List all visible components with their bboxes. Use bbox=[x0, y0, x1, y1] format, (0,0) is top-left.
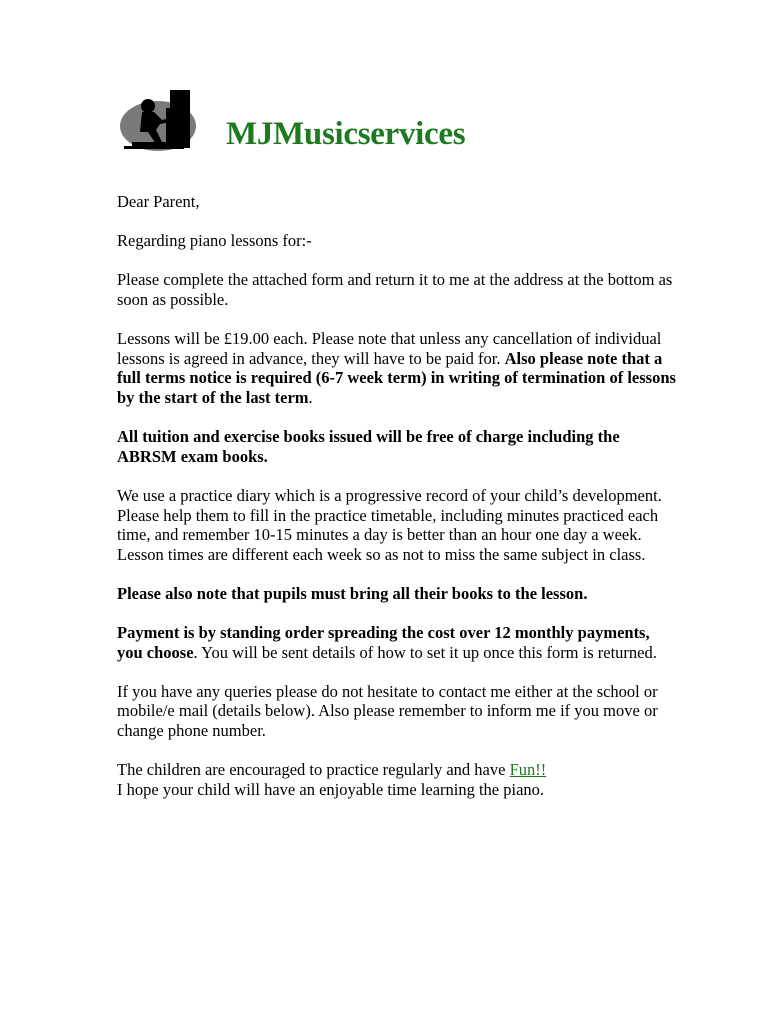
hope-paragraph: I hope your child will have an enjoyable time learning the piano. bbox=[117, 779, 545, 799]
books-paragraph bbox=[117, 427, 677, 466]
fee-paragraph bbox=[117, 329, 677, 407]
letter-body bbox=[117, 192, 677, 799]
salutation: Dear Parent, bbox=[117, 192, 200, 211]
payment-rest-text: . You will be sent details of how to set it up once this form is returned. bbox=[193, 642, 657, 662]
fun-link[interactable]: Fun!! bbox=[509, 760, 547, 780]
fee-text: Lessons will be £19.00 each. Please note that unless any cancellation of individual lessons is agreed in advance, they will have to be paid for. bbox=[117, 329, 662, 368]
notice-bold-text: Also please note that a full terms notice is required (6-7 week term) in writing of termination of lessons by the start of the last term bbox=[117, 348, 676, 407]
payment-bold-text: Payment is by standing order spreading the cost over 12 monthly payments, you choose bbox=[117, 623, 650, 662]
books-bold-text: All tuition and exercise books issued will be free of charge including the ABRSM exam books. bbox=[117, 427, 620, 466]
queries-paragraph: If you have any queries please do not hesitate to contact me either at the school or mobile/e mail (details below). Also please remember to inform me if you move or change phone number. bbox=[117, 681, 658, 741]
diary-paragraph: We use a practice diary which is a progressive record of your child’s development. Please help them to fill in the practice timetable, including minutes practiced each time, and remember 10-15 minutes a day is better than an hour one day a week. Lesson times are different each week so as not to miss the same subject in class. bbox=[117, 485, 662, 564]
pianist-silhouette-icon bbox=[118, 84, 198, 152]
bring-books-paragraph bbox=[117, 584, 677, 604]
practice-paragraph bbox=[117, 760, 677, 780]
bring-books-bold-text: Please also note that pupils must bring all their books to the lesson. bbox=[117, 583, 588, 603]
brand-title: MJMusicservices bbox=[226, 116, 466, 152]
form-paragraph: Please complete the attached form and return it to me at the address at the bottom as soon as possible. bbox=[117, 270, 673, 309]
practice-text: The children are encouraged to practice regularly and have bbox=[117, 760, 510, 780]
notice-end-text: . bbox=[308, 387, 313, 407]
regarding-line: Regarding piano lessons for:- bbox=[117, 231, 312, 251]
payment-paragraph bbox=[117, 623, 677, 662]
